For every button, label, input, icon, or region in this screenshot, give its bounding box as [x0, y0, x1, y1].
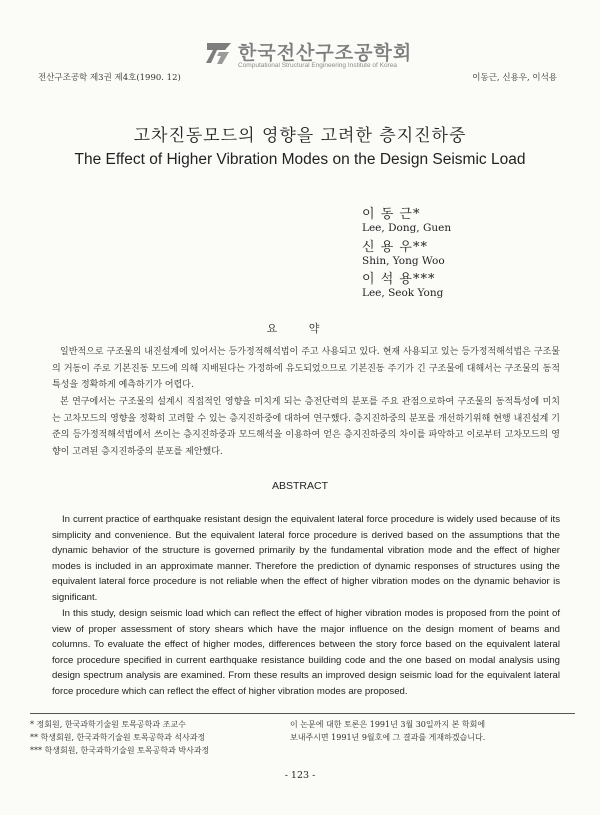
discussion-note-line: 이 논문에 대한 토론은 1991년 3월 30일까지 본 학회에: [290, 720, 486, 729]
summary-paragraph: 본 연구에서는 구조물의 설계시 직접적인 영향을 미치게 되는 층전단력의 분포를 주요 관점으로하여 구조물의 동적특성에 미치는 고차모드의 영향을 정확히 고려할 수 있는 층지진하중에 대하여 연구했다. 층지진하중의 분포를 개선하기위해 현행 내진설계 기준의 등가정적해석법에서 쓰이는 층지진하중과 모드해석을 이용하여 얻은 층지진하중의 차이를 파악하고 이로부터 고차모드의 영향이 고려된 층지진하중의 분포를 제안했다.: [52, 397, 560, 457]
author-name-english: Lee, Seok Yong: [362, 287, 444, 299]
society-logo-icon: [205, 40, 233, 66]
summary-paragraph: 일반적으로 구조물의 내진설계에 있어서는 등가정적해석법이 주고 사용되고 있다. 현재 사용되고 있는 등가정적해석법은 구조물의 거동이 주로 기본진동 모드에 의해 지배된다는 가정하에 유도되었으므로 기본진동 주기가 긴 구조물에 대해서는 구조물의 동적특성을 정확하게 예측하기가 어렵다.: [52, 347, 560, 391]
society-name-english: Computational Structural Engineering Institute of Korea: [238, 62, 397, 69]
affiliation-footnote: * 정회원, 한국과학기술원 토목공학과 조교수: [30, 720, 186, 729]
abstract-heading: ABSTRACT: [271, 480, 328, 492]
author-name-korean: 신 용 우**: [362, 240, 428, 255]
author-name-english: Lee, Dong, Guen: [362, 222, 452, 234]
discussion-note-line: 보내주시면 1991년 9월호에 그 결과를 게재하겠습니다.: [290, 733, 486, 742]
affiliation-footnote: ** 학생회원, 한국과학기술원 토목공학과 석사과정: [30, 733, 206, 742]
author-name-korean: 이 석 용***: [362, 272, 436, 287]
discussion-note: [290, 718, 485, 744]
affiliation-footnote: *** 학생회원, 한국과학기술원 토목공학과 박사과정: [30, 746, 210, 755]
society-name-korean: 한국전산구조공학회: [238, 42, 413, 64]
footnote-divider: [30, 713, 575, 714]
summary-heading: 요 약: [266, 322, 334, 335]
title-korean: 고차진동모드의 영향을 고려한 층지진하중: [133, 126, 467, 146]
author-name-korean: 이 동 근*: [362, 207, 421, 222]
page-number: - 123 -: [284, 770, 316, 781]
author-name-english: Shin, Yong Woo: [362, 255, 445, 267]
abstract-paragraph: In current practice of earthquake resistant design the equivalent lateral force procedure is widely used because of its simplicity and convenience. But the equivalent lateral force procedure is derived based on the assumptions that the dynamic behavior of the structure is governed primarily by the fundamental vibration mode and the effect of higher modes is included in an approximate manner. Therefore the prediction of dynamic responses of structures using the equivalent lateral force procedure is not reliable when the effect of higher vibration modes on the dynamic behavior is significant.: [52, 514, 560, 603]
journal-reference: 전산구조공학 제3권 제4호(1990. 12): [38, 73, 181, 83]
title-english: The Effect of Higher Vibration Modes on the Design Seismic Load: [74, 151, 526, 168]
abstract-paragraph: In this study, design seismic load which can reflect the effect of higher vibration modes is proposed from the point of view of proper assessment of story shears which have the major influence on the design moment of beams and columns. To evaluate the effect of higher modes, differences between the story force based on the equivalent lateral force procedure specified in current earthquake resistance building code and the one based on modal analysis using design spectrum analysis are examined. From these results an improved design seismic load for the equivalent lateral force procedure which can reflect the effect of higher vibration modes are proposed.: [52, 608, 560, 697]
affiliation-footnotes: [30, 718, 209, 757]
running-authors: 이동근, 신용우, 이석용: [472, 73, 557, 83]
